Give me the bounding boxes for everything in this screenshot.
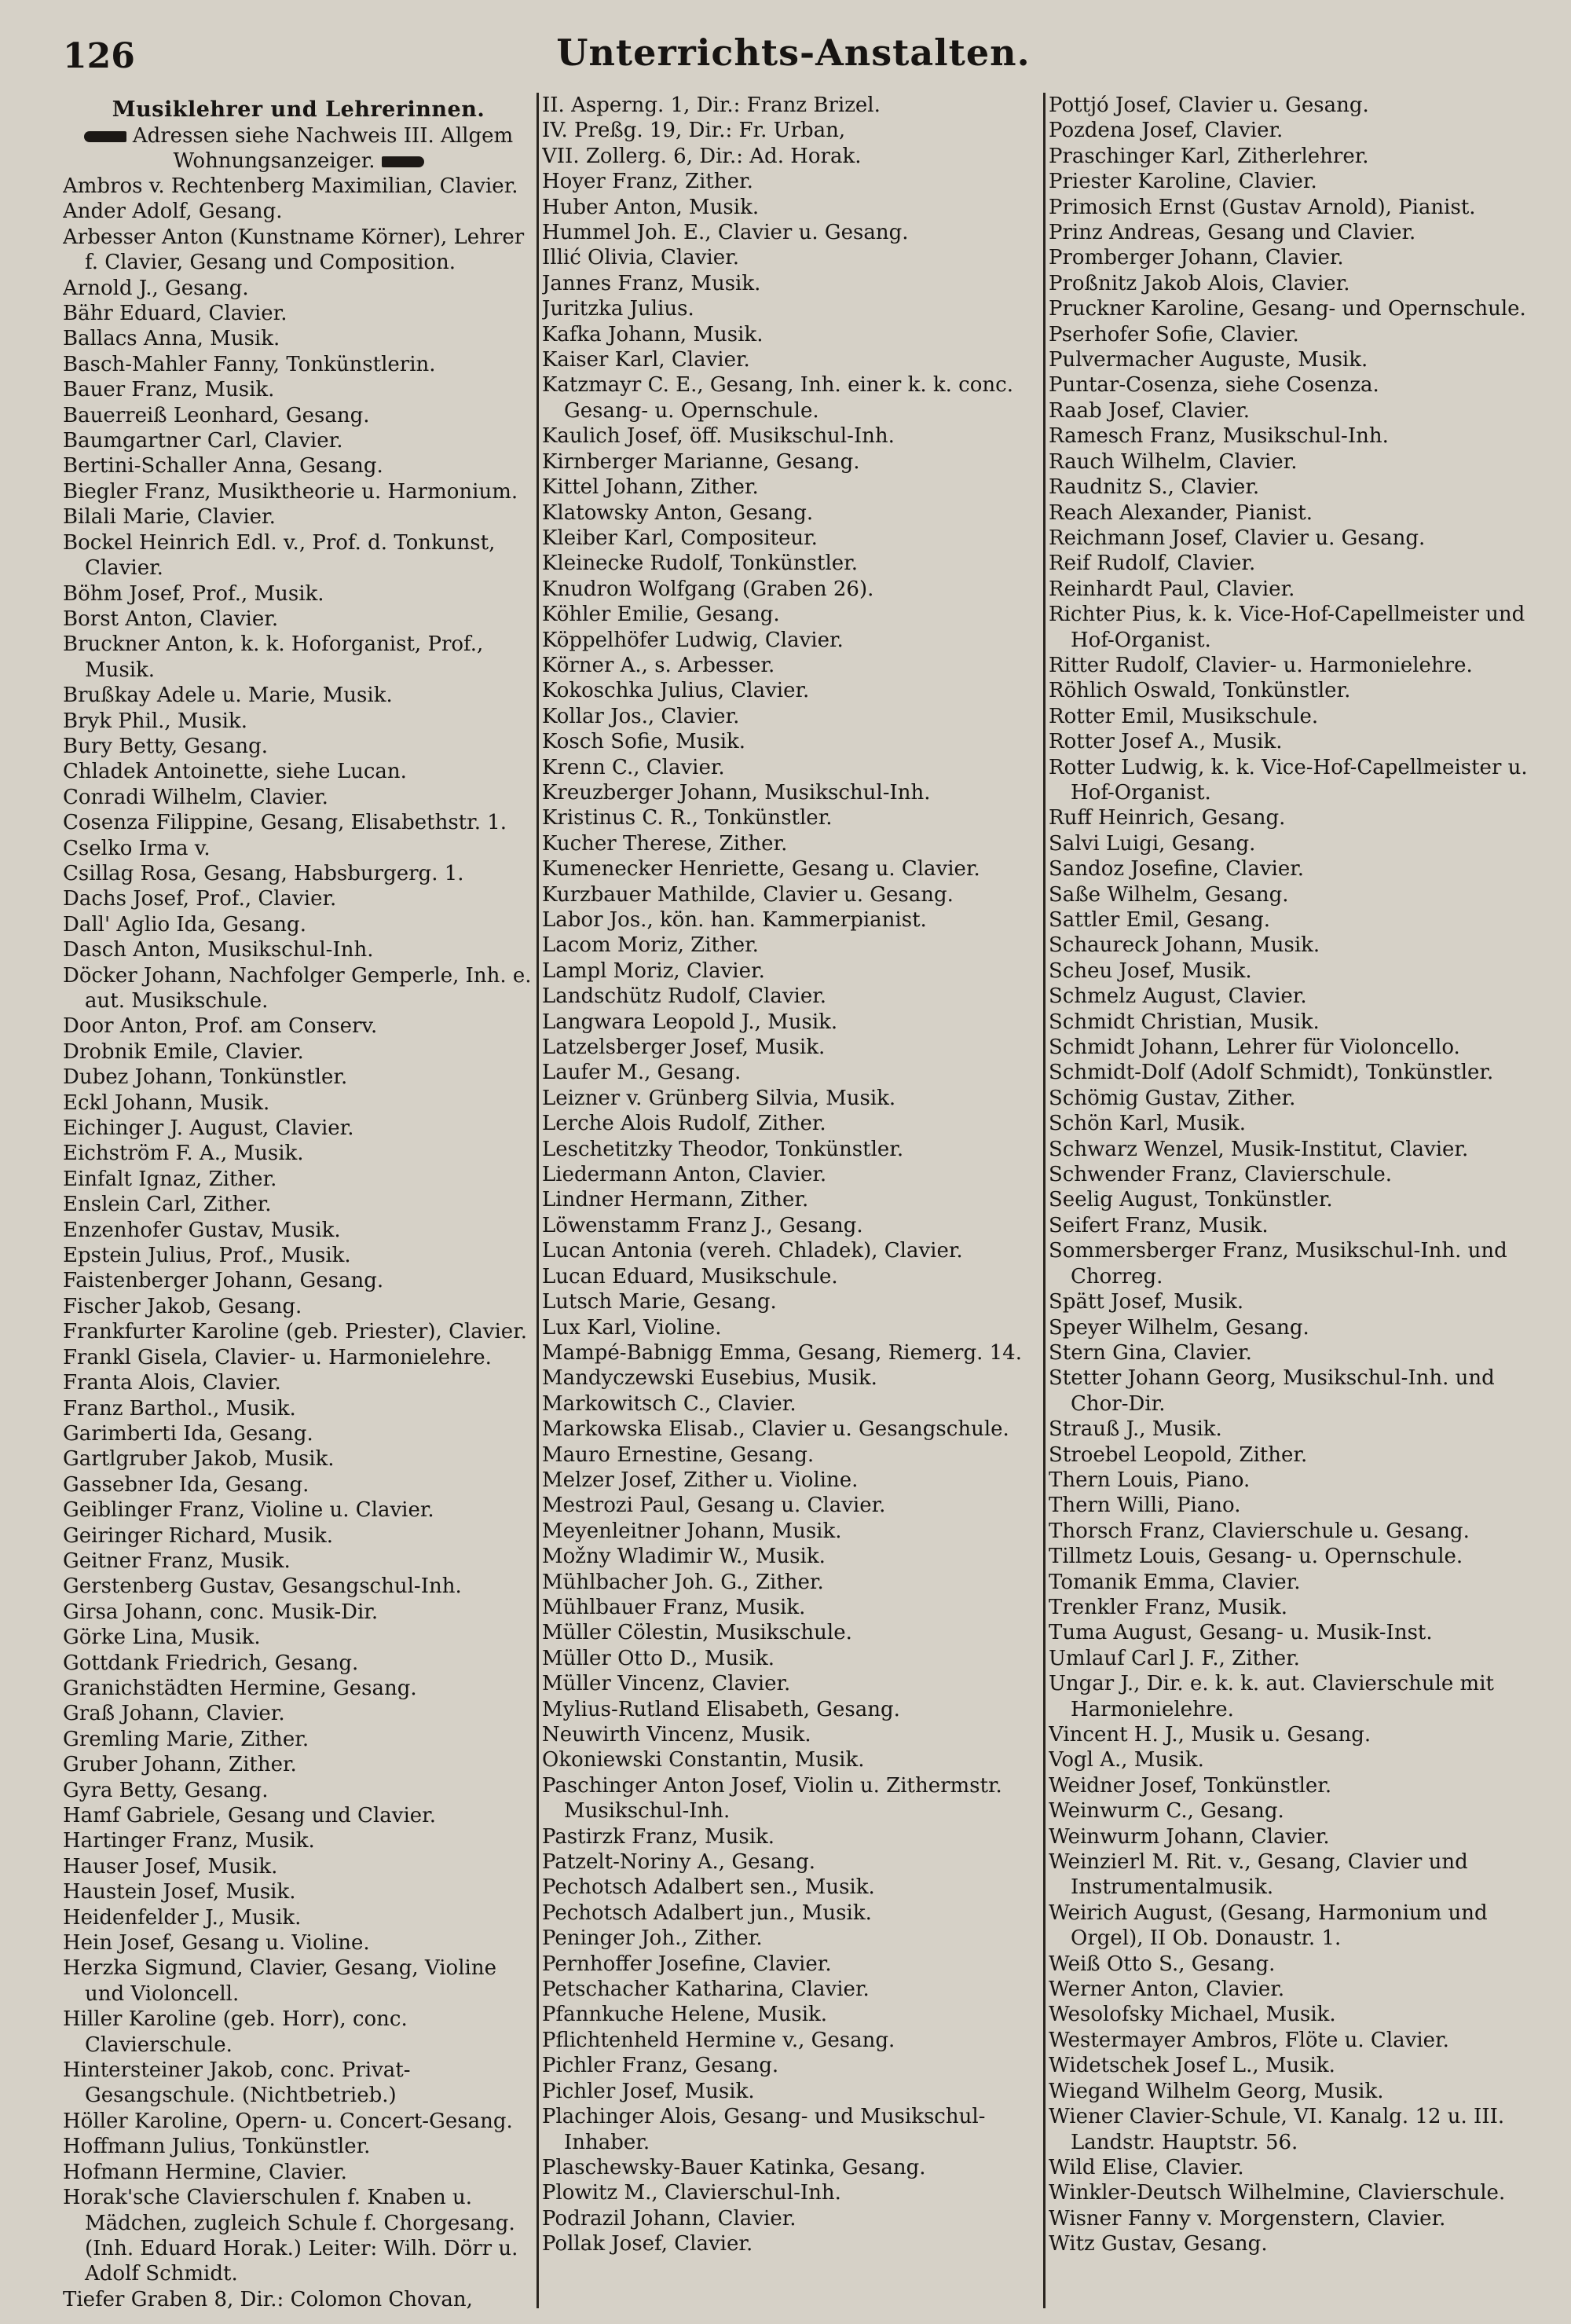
directory-entry: Schwender Franz, Clavierschule. xyxy=(1049,1163,1393,1187)
directory-entry: Brußkay Adele u. Marie, Musik. xyxy=(63,684,393,708)
directory-entry: Scheu Josef, Musik. xyxy=(1049,959,1252,983)
directory-entry: Weinwurm C., Gesang. xyxy=(1049,1799,1284,1824)
directory-entry: Müller Otto D., Musik. xyxy=(542,1646,775,1670)
directory-entry: Prinz Andreas, Gesang und Clavier. xyxy=(1049,221,1416,245)
directory-entry: Schaureck Johann, Musik. xyxy=(1049,933,1320,958)
directory-entry: Peninger Joh., Zither. xyxy=(542,1926,763,1951)
directory-entry: Hein Josef, Gesang u. Violine. xyxy=(63,1931,370,1956)
directory-entry: Hauser Josef, Musik. xyxy=(63,1854,278,1879)
directory-entry: Borst Anton, Clavier. xyxy=(63,607,279,631)
directory-entry: Tomanik Emma, Clavier. xyxy=(1049,1570,1301,1594)
directory-entry: Trenkler Franz, Musik. xyxy=(1049,1595,1288,1619)
directory-entry: Einfalt Ignaz, Zither. xyxy=(63,1167,277,1191)
directory-entry: Hartinger Franz, Musik. xyxy=(63,1829,315,1853)
directory-entry: Csillag Rosa, Gesang, Habsburgerg. 1. xyxy=(63,861,464,885)
column-3 xyxy=(1049,93,1551,2316)
directory-entry: Geiringer Richard, Musik. xyxy=(63,1523,334,1548)
directory-entry: Kleiber Karl, Compositeur. xyxy=(542,526,818,550)
directory-entry: Spätt Josef, Musik. xyxy=(1049,1290,1244,1314)
directory-entry: Pichler Josef, Musik. xyxy=(542,2079,755,2103)
directory-entry: Pernhoffer Josefine, Clavier. xyxy=(542,1952,832,1976)
directory-entry: Geitner Franz, Musik. xyxy=(63,1549,291,1573)
directory-entry: Pruckner Karoline, Gesang- und Opernschule. xyxy=(1049,297,1526,321)
directory-entry: Franta Alois, Clavier. xyxy=(63,1371,281,1395)
directory-entry: Frankfurter Karoline (geb. Priester), Clavier. xyxy=(63,1320,528,1344)
directory-entry: Mauro Ernestine, Gesang. xyxy=(542,1442,815,1467)
running-title: Unterrichts-Anstalten. xyxy=(556,31,1031,74)
directory-entry: Mandyczewski Eusebius, Musik. xyxy=(542,1366,877,1391)
directory-entry: Lampl Moriz, Clavier. xyxy=(542,959,765,983)
directory-entry: Pfannkuche Helene, Musik. xyxy=(542,2003,828,2027)
directory-entry: Schmidt Johann, Lehrer für Violoncello. xyxy=(1049,1036,1460,1060)
directory-entry: Plaschewsky-Bauer Katinka, Gesang. xyxy=(542,2155,926,2179)
directory-entry: Door Anton, Prof. am Conserv. xyxy=(63,1014,378,1039)
section-note xyxy=(66,123,531,174)
directory-entry: Faistenberger Johann, Gesang. xyxy=(63,1269,384,1293)
directory-entry: Meyenleitner Johann, Musik. xyxy=(542,1519,842,1543)
column-2 xyxy=(542,93,1045,2316)
directory-entry: Patzelt-Noriny A., Gesang. xyxy=(542,1850,815,1875)
directory-entry: Kleinecke Rudolf, Tonkünstler. xyxy=(542,552,858,576)
directory-entry: Puntar-Cosenza, siehe Cosenza. xyxy=(1049,373,1379,398)
directory-entry: Saße Wilhelm, Gesang. xyxy=(1049,882,1289,907)
directory-entry: Höller Karoline, Opern- u. Concert-Gesang. xyxy=(63,2109,513,2133)
directory-entry: Enzenhofer Gustav, Musik. xyxy=(63,1218,341,1242)
directory-entry: Lerche Alois Rudolf, Zither. xyxy=(542,1112,826,1136)
directory-entry: Weidner Josef, Tonkünstler. xyxy=(1049,1773,1332,1798)
directory-entry: Lucan Eduard, Musikschule. xyxy=(542,1264,838,1288)
directory-entry: Bryk Phil., Musik. xyxy=(63,709,247,733)
directory-entry: Raudnitz S., Clavier. xyxy=(1049,475,1260,500)
directory-entry: Kokoschka Julius, Clavier. xyxy=(542,679,810,703)
directory-entry: Pulvermacher Auguste, Musik. xyxy=(1049,348,1368,372)
directory-entry: Krenn C., Clavier. xyxy=(542,755,725,779)
directory-entry: Pechotsch Adalbert sen., Musik. xyxy=(542,1875,875,1900)
directory-entry: Hoffmann Julius, Tonkünstler. xyxy=(63,2135,371,2159)
directory-entry: Seelig August, Tonkünstler. xyxy=(1049,1188,1333,1212)
column-rule xyxy=(536,93,539,2308)
directory-entry: Kaulich Josef, öff. Musikschul-Inh. xyxy=(542,424,895,449)
directory-entry: Klatowsky Anton, Gesang. xyxy=(542,500,814,525)
directory-entry: Laufer M., Gesang. xyxy=(542,1061,742,1085)
directory-entry: Winkler-Deutsch Wilhelmine, Clavierschule. xyxy=(1049,2181,1506,2205)
directory-entry: Fischer Jakob, Gesang. xyxy=(63,1294,302,1318)
directory-entry: Widetschek Josef L., Musik. xyxy=(1049,2054,1335,2078)
directory-entry: Cselko Irma v. xyxy=(63,836,211,860)
directory-entry: Stetter Johann Georg, Musikschul-Inh. und Chor-Dir. xyxy=(1049,1366,1495,1416)
directory-entry: Biegler Franz, Musiktheorie u. Harmonium. xyxy=(63,479,518,504)
directory-entry: Okoniewski Constantin, Musik. xyxy=(542,1748,865,1772)
directory-entry: Ritter Rudolf, Clavier- u. Harmonielehre. xyxy=(1049,653,1473,677)
directory-entry: Juritzka Julius. xyxy=(542,297,694,321)
directory-entry: Eichström F. A., Musik. xyxy=(63,1142,304,1166)
directory-entry: Leizner v. Grünberg Silvia, Musik. xyxy=(542,1086,896,1110)
directory-entry: Gyra Betty, Gesang. xyxy=(63,1778,269,1802)
directory-entry: Reif Rudolf, Clavier. xyxy=(1049,552,1256,576)
directory-entry: Wisner Fanny v. Morgenstern, Clavier. xyxy=(1049,2206,1446,2231)
directory-entry: Promberger Johann, Clavier. xyxy=(1049,246,1344,270)
directory-entry: Leschetitzky Theodor, Tonkünstler. xyxy=(542,1137,904,1161)
directory-entry: Chladek Antoinette, siehe Lucan. xyxy=(63,760,407,784)
directory-entry: Ballacs Anna, Musik. xyxy=(63,327,280,351)
directory-entry: Rotter Emil, Musikschule. xyxy=(1049,704,1319,728)
directory-entry: Možny Wladimir W., Musik. xyxy=(542,1545,826,1569)
directory-entry: Stern Gina, Clavier. xyxy=(1049,1340,1252,1365)
directory-entry: Arnold J., Gesang. xyxy=(63,276,249,300)
directory-entry: Bury Betty, Gesang. xyxy=(63,734,269,758)
directory-entry: Schön Karl, Musik. xyxy=(1049,1112,1247,1136)
directory-entry: Görke Lina, Musik. xyxy=(63,1626,261,1650)
directory-entry: Pflichtenheld Hermine v., Gesang. xyxy=(542,2028,895,2052)
entry-list xyxy=(63,174,534,2312)
directory-entry: Schmidt-Dolf (Adolf Schmidt), Tonkünstler. xyxy=(1049,1061,1494,1085)
directory-entry: Gruber Johann, Zither. xyxy=(63,1753,297,1777)
directory-entry: Strauß J., Musik. xyxy=(1049,1417,1222,1442)
directory-entry: Gassebner Ida, Gesang. xyxy=(63,1472,309,1497)
directory-entry: Dachs Josef, Prof., Clavier. xyxy=(63,887,337,911)
directory-entry: Rotter Ludwig, k. k. Vice-Hof-Capellmeister u. Hof-Organist. xyxy=(1049,755,1528,805)
directory-entry: Thern Louis, Piano. xyxy=(1049,1468,1251,1492)
directory-entry: Ramesch Franz, Musikschul-Inh. xyxy=(1049,424,1389,449)
directory-entry: Heidenfelder J., Musik. xyxy=(63,1905,302,1930)
directory-entry: IV. Preßg. 19, Dir.: Fr. Urban, xyxy=(542,119,846,143)
directory-entry: Ambros v. Rechtenberg Maximilian, Clavier. xyxy=(63,174,518,198)
directory-entry: Cosenza Filippine, Gesang, Elisabethstr. 1. xyxy=(63,811,507,835)
directory-entry: Eckl Johann, Musik. xyxy=(63,1091,270,1115)
directory-entry: Westermayer Ambros, Flöte u. Clavier. xyxy=(1049,2028,1449,2052)
directory-entry: Kaiser Karl, Clavier. xyxy=(542,348,750,372)
directory-entry: Schmelz August, Clavier. xyxy=(1049,984,1307,1009)
directory-entry: Gottdank Friedrich, Gesang. xyxy=(63,1651,359,1675)
directory-entry: Priester Karoline, Clavier. xyxy=(1049,170,1317,194)
directory-entry: Bertini-Schaller Anna, Gesang. xyxy=(63,454,383,478)
directory-entry: II. Asperng. 1, Dir.: Franz Brizel. xyxy=(542,93,881,117)
directory-entry: Wild Elise, Clavier. xyxy=(1049,2155,1244,2179)
directory-entry: Kreuzberger Johann, Musikschul-Inh. xyxy=(542,780,931,805)
directory-entry: Gerstenberg Gustav, Gesangschul-Inh. xyxy=(63,1574,462,1599)
directory-entry: Ander Adolf, Gesang. xyxy=(63,200,283,224)
directory-entry: Körner A., s. Arbesser. xyxy=(542,653,775,677)
directory-entry: Tillmetz Louis, Gesang- u. Opernschule. xyxy=(1049,1545,1463,1569)
directory-entry: Köppelhöfer Ludwig, Clavier. xyxy=(542,628,844,652)
page-header xyxy=(63,31,1524,94)
directory-entry: Neuwirth Vincenz, Musik. xyxy=(542,1723,811,1747)
directory-entry: Köhler Emilie, Gesang. xyxy=(542,603,780,627)
directory-entry: Latzelsberger Josef, Musik. xyxy=(542,1036,826,1060)
directory-entry: Epstein Julius, Prof., Musik. xyxy=(63,1244,351,1268)
directory-entry: Melzer Josef, Zither u. Violine. xyxy=(542,1468,859,1492)
directory-entry: Dall' Aglio Ida, Gesang. xyxy=(63,912,306,937)
directory-entry: Dubez Johann, Tonkünstler. xyxy=(63,1065,348,1090)
directory-entry: Gartlgruber Jakob, Musik. xyxy=(63,1447,335,1472)
directory-entry: Girsa Johann, conc. Musik-Dir. xyxy=(63,1600,379,1624)
directory-entry: Geiblinger Franz, Violine u. Clavier. xyxy=(63,1498,434,1523)
directory-entry: Vincent H. J., Musik u. Gesang. xyxy=(1049,1723,1371,1747)
directory-entry: Kafka Johann, Musik. xyxy=(542,322,764,346)
directory-entry: Knudron Wolfgang (Graben 26). xyxy=(542,577,874,601)
directory-entry: Weirich August, (Gesang, Harmonium und Orgel), II Ob. Donaustr. 1. xyxy=(1049,1901,1488,1951)
directory-entry: Mühlbauer Franz, Musik. xyxy=(542,1595,806,1619)
directory-entry: Pastirzk Franz, Musik. xyxy=(542,1824,775,1849)
directory-entry: Raab Josef, Clavier. xyxy=(1049,398,1251,423)
directory-entry: Franz Barthol., Musik. xyxy=(63,1396,296,1420)
directory-entry: Speyer Wilhelm, Gesang. xyxy=(1049,1315,1309,1340)
directory-entry: Bauer Franz, Musik. xyxy=(63,378,275,402)
column-1 xyxy=(63,93,534,2316)
directory-entry: Granichstädten Hermine, Gesang. xyxy=(63,1676,417,1700)
directory-entry: Eichinger J. August, Clavier. xyxy=(63,1116,354,1141)
directory-entry: Tiefer Graben 8, Dir.: Colomon Chovan, xyxy=(63,2287,473,2311)
directory-entry: Wiener Clavier-Schule, VI. Kanalg. 12 u. III. Landstr. Hauptstr. 56. xyxy=(1049,2105,1505,2154)
directory-entry: Schmidt Christian, Musik. xyxy=(1049,1010,1320,1034)
directory-entry: Thern Willi, Piano. xyxy=(1049,1494,1241,1518)
directory-entry: Plachinger Alois, Gesang- und Musikschul-Inhaber. xyxy=(542,2105,986,2154)
directory-entry: Röhlich Oswald, Tonkünstler. xyxy=(1049,679,1351,703)
directory-entry: Frankl Gisela, Clavier- u. Harmonielehre. xyxy=(63,1345,492,1369)
directory-entry: Löwenstamm Franz J., Gesang. xyxy=(542,1213,863,1237)
directory-entry: Kollar Jos., Clavier. xyxy=(542,704,740,728)
directory-entry: Kurzbauer Mathilde, Clavier u. Gesang. xyxy=(542,882,954,907)
directory-entry: Mampé-Babnigg Emma, Gesang, Riemerg. 14. xyxy=(542,1340,1022,1365)
directory-entry: Pechotsch Adalbert jun., Musik. xyxy=(542,1901,872,1925)
directory-entry: Primosich Ernst (Gustav Arnold), Pianist. xyxy=(1049,195,1476,219)
directory-entry: Dasch Anton, Musikschul-Inh. xyxy=(63,938,374,962)
section-title: Musiklehrer und Lehrerinnen. xyxy=(112,97,485,122)
directory-entry: Garimberti Ida, Gesang. xyxy=(63,1421,313,1446)
directory-entry: Kumenecker Henriette, Gesang u. Clavier. xyxy=(542,857,980,882)
directory-entry: Conradi Wilhelm, Clavier. xyxy=(63,785,328,809)
directory-entry: Wesolofsky Michael, Musik. xyxy=(1049,2003,1336,2027)
directory-entry: Herzka Sigmund, Clavier, Gesang, Violine und Violoncell. xyxy=(63,1956,496,2006)
directory-entry: Arbesser Anton (Kunstname Körner), Lehrer f. Clavier, Gesang und Composition. xyxy=(63,225,525,275)
pointing-hand-icon xyxy=(382,156,424,167)
directory-entry: VII. Zollerg. 6, Dir.: Ad. Horak. xyxy=(542,144,862,168)
directory-entry: Petschacher Katharina, Clavier. xyxy=(542,1978,870,2002)
directory-entry: Müller Cölestin, Musikschule. xyxy=(542,1621,852,1645)
directory-entry: Gremling Marie, Zither. xyxy=(63,1727,309,1751)
pointing-hand-icon xyxy=(84,131,126,142)
directory-entry: Horak'sche Clavierschulen f. Knaben u. Mädchen, zugleich Schule f. Chorgesang. (Inh. Eduard Horak.) Leiter: Wilh. Dörr u. Adolf Schmidt. xyxy=(63,2186,518,2286)
directory-entry: Sattler Emil, Gesang. xyxy=(1049,908,1271,932)
directory-entry: Jannes Franz, Musik. xyxy=(542,271,761,295)
directory-entry: Lacom Moriz, Zither. xyxy=(542,933,759,958)
directory-entry: Umlauf Carl J. F., Zither. xyxy=(1049,1646,1300,1670)
directory-entry: Baumgartner Carl, Clavier. xyxy=(63,429,343,453)
directory-entry: Bauerreiß Leonhard, Gesang. xyxy=(63,403,370,427)
entry-list xyxy=(542,93,1045,2257)
directory-entry: Lux Karl, Violine. xyxy=(542,1315,722,1340)
directory-entry: Bockel Heinrich Edl. v., Prof. d. Tonkunst, Clavier. xyxy=(63,530,496,581)
directory-entry: Salvi Luigi, Gesang. xyxy=(1049,831,1256,856)
directory-entry: Proßnitz Jakob Alois, Clavier. xyxy=(1049,271,1350,295)
directory-entry: Wiegand Wilhelm Georg, Musik. xyxy=(1049,2079,1384,2103)
directory-entry: Werner Anton, Clavier. xyxy=(1049,1978,1285,2002)
directory-entry: Paschinger Anton Josef, Violin u. Zithermstr. Musikschul-Inh. xyxy=(542,1773,1002,1824)
directory-entry: Kosch Sofie, Musik. xyxy=(542,730,746,754)
directory-entry: Reach Alexander, Pianist. xyxy=(1049,500,1313,525)
directory-entry: Enslein Carl, Zither. xyxy=(63,1193,272,1217)
page-number: 126 xyxy=(63,36,135,76)
directory-entry: Thorsch Franz, Clavierschule u. Gesang. xyxy=(1049,1519,1470,1543)
directory-entry: Bruckner Anton, k. k. Hoforganist, Prof., Musik. xyxy=(63,632,484,682)
directory-entry: Sandoz Josefine, Clavier. xyxy=(1049,857,1305,882)
directory-entry: Böhm Josef, Prof., Musik. xyxy=(63,581,324,606)
directory-entry: Katzmayr C. E., Gesang, Inh. einer k. k. conc. Gesang- u. Opernschule. xyxy=(542,373,1013,423)
directory-entry: Graß Johann, Clavier. xyxy=(63,1702,285,1726)
directory-entry: Hiller Karoline (geb. Horr), conc. Clavierschule. xyxy=(63,2007,408,2057)
directory-entry: Liedermann Anton, Clavier. xyxy=(542,1163,827,1187)
directory-entry: Mylius-Rutland Elisabeth, Gesang. xyxy=(542,1697,900,1721)
directory-entry: Müller Vincenz, Clavier. xyxy=(542,1672,791,1696)
directory-entry: Ruff Heinrich, Gesang. xyxy=(1049,806,1286,830)
directory-entry: Labor Jos., kön. han. Kammerpianist. xyxy=(542,908,927,932)
directory-entry: Pserhofer Sofie, Clavier. xyxy=(1049,322,1299,346)
directory-entry: Markowska Elisab., Clavier u. Gesangschule. xyxy=(542,1417,1009,1442)
directory-entry: Mühlbacher Joh. G., Zither. xyxy=(542,1570,824,1594)
directory-entry: Döcker Johann, Nachfolger Gemperle, Inh. e. aut. Musikschule. xyxy=(63,963,532,1013)
directory-entry: Landschütz Rudolf, Clavier. xyxy=(542,984,827,1009)
directory-entry: Reinhardt Paul, Clavier. xyxy=(1049,577,1295,601)
directory-entry: Bilali Marie, Clavier. xyxy=(63,505,276,530)
directory-entry: Plowitz M., Clavierschul-Inh. xyxy=(542,2181,841,2205)
directory-entry: Reichmann Josef, Clavier u. Gesang. xyxy=(1049,526,1426,550)
directory-entry: Pottjó Josef, Clavier u. Gesang. xyxy=(1049,93,1369,117)
directory-entry: Hamf Gabriele, Gesang und Clavier. xyxy=(63,1804,436,1827)
directory-entry: Schömig Gustav, Zither. xyxy=(1049,1086,1296,1110)
directory-entry: Pollak Josef, Clavier. xyxy=(542,2232,753,2256)
directory-entry: Weinzierl M. Rit. v., Gesang, Clavier und Instrumentalmusik. xyxy=(1049,1850,1468,1900)
entry-list xyxy=(1049,93,1551,2257)
directory-entry: Markowitsch C., Clavier. xyxy=(542,1391,796,1416)
directory-entry: Vogl A., Musik. xyxy=(1049,1748,1204,1772)
directory-entry: Weiß Otto S., Gesang. xyxy=(1049,1952,1276,1976)
section-note-text: Adressen siehe Nachweis III. Allgem Wohnungsanzeiger. xyxy=(132,124,514,173)
directory-entry: Hoyer Franz, Zither. xyxy=(542,170,753,194)
directory-entry: Lucan Antonia (vereh. Chladek), Clavier. xyxy=(542,1239,963,1263)
directory-entry: Tuma August, Gesang- u. Musik-Inst. xyxy=(1049,1621,1433,1645)
directory-entry: Haustein Josef, Musik. xyxy=(63,1880,296,1904)
directory-entry: Hofmann Hermine, Clavier. xyxy=(63,2160,347,2184)
directory-entry: Weinwurm Johann, Clavier. xyxy=(1049,1824,1330,1849)
directory-entry: Praschinger Karl, Zitherlehrer. xyxy=(1049,144,1369,168)
directory-entry: Lutsch Marie, Gesang. xyxy=(542,1290,777,1314)
directory-entry: Lindner Hermann, Zither. xyxy=(542,1188,809,1212)
directory-entry: Kristinus C. R., Tonkünstler. xyxy=(542,806,833,830)
directory-entry: Illić Olivia, Clavier. xyxy=(542,246,739,270)
directory-entry: Hintersteiner Jakob, conc. Privat-Gesangschule. (Nichtbetrieb.) xyxy=(63,2058,411,2108)
directory-entry: Bähr Eduard, Clavier. xyxy=(63,302,287,326)
directory-entry: Kucher Therese, Zither. xyxy=(542,831,788,856)
directory-entry: Rotter Josef A., Musik. xyxy=(1049,730,1283,754)
directory-entry: Drobnik Emile, Clavier. xyxy=(63,1039,304,1064)
directory-entry: Kirnberger Marianne, Gesang. xyxy=(542,449,860,474)
directory-entry: Schwarz Wenzel, Musik-Institut, Clavier. xyxy=(1049,1137,1469,1161)
directory-entry: Podrazil Johann, Clavier. xyxy=(542,2206,796,2231)
directory-entry: Kittel Johann, Zither. xyxy=(542,475,759,500)
directory-entry: Mestrozi Paul, Gesang u. Clavier. xyxy=(542,1494,886,1518)
directory-entry: Sommersberger Franz, Musikschul-Inh. und Chorreg. xyxy=(1049,1239,1507,1288)
directory-entry: Stroebel Leopold, Zither. xyxy=(1049,1442,1308,1467)
directory-entry: Hummel Joh. E., Clavier u. Gesang. xyxy=(542,221,909,245)
directory-entry: Seifert Franz, Musik. xyxy=(1049,1213,1269,1237)
directory-entry: Pozdena Josef, Clavier. xyxy=(1049,119,1284,143)
directory-entry: Richter Pius, k. k. Vice-Hof-Capellmeister und Hof-Organist. xyxy=(1049,603,1525,652)
directory-entry: Pichler Franz, Gesang. xyxy=(542,2054,779,2078)
directory-entry: Witz Gustav, Gesang. xyxy=(1049,2232,1268,2256)
directory-entry: Rauch Wilhelm, Clavier. xyxy=(1049,449,1298,474)
directory-entry: Basch-Mahler Fanny, Tonkünstlerin. xyxy=(63,352,436,376)
directory-entry: Huber Anton, Musik. xyxy=(542,195,760,219)
directory-entry: Ungar J., Dir. e. k. k. aut. Clavierschule mit Harmonielehre. xyxy=(1049,1672,1494,1721)
directory-entry: Langwara Leopold J., Musik. xyxy=(542,1010,838,1034)
